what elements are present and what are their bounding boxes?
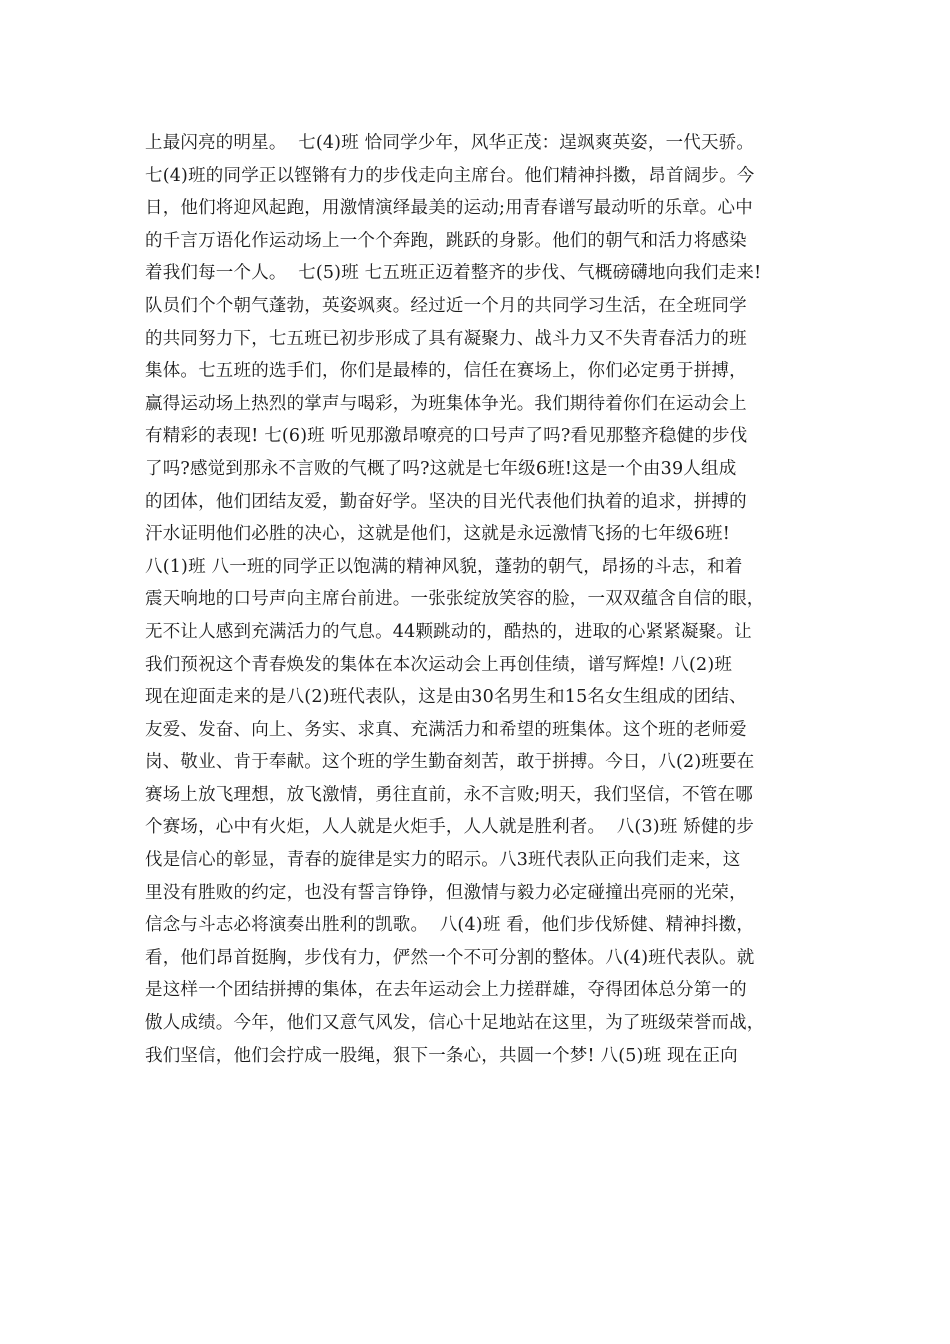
text-line: 的千言万语化作运动场上一个个奔跑，跳跃的身影。他们的朝气和活力将感染: [145, 230, 747, 251]
text-line: 傲人成绩。今年，他们又意气风发，信心十足地站在这里，为了班级荣誉而战，: [145, 1013, 765, 1034]
text-line: 我们预祝这个青春焕发的集体在本次运动会上再创佳绩，谱写辉煌! 八(2)班: [145, 654, 733, 675]
text-line: 汗水证明他们必胜的决心，这就是他们，这就是永远激情飞扬的七年级6班!: [145, 524, 730, 545]
text-line: 有精彩的表现! 七(6)班 听见那激昂嘹亮的口号声了吗?看见那整齐稳健的步伐: [145, 426, 748, 447]
text-line: 日，他们将迎风起跑，用激情演绎最美的运动;用青春谱写最动听的乐章。心中: [145, 198, 753, 219]
text-line: 里没有胜败的约定，也没有誓言铮铮，但激情与毅力必定碰撞出亮丽的光荣，: [145, 882, 747, 903]
text-line: 无不让人感到充满活力的气息。44颗跳动的，酷热的，进取的心紧紧凝聚。让: [145, 621, 752, 642]
text-line: 现在迎面走来的是八(2)班代表队，这是由30名男生和15名女生组成的团结、: [145, 687, 747, 708]
text-line: 个赛场，心中有火炬，人人就是火炬手，人人就是胜利者。 八(3)班 矫健的步: [145, 817, 755, 838]
text-line: 震天响地的口号声向主席台前进。一张张绽放笑容的脸，一双双蕴含自信的眼，: [145, 589, 765, 610]
text-line: 的共同努力下，七五班已初步形成了具有凝聚力、战斗力又不失青春活力的班: [145, 328, 747, 349]
text-line: 友爱、发奋、向上、务实、求真、充满活力和希望的班集体。这个班的老师爱: [145, 719, 747, 740]
text-line: 我们坚信，他们会拧成一股绳，狠下一条心，共圆一个梦! 八(5)班 现在正向: [145, 1045, 738, 1066]
text-line: 是这样一个团结拼搏的集体，在去年运动会上力搓群雄，夺得团体总分第一的: [145, 980, 747, 1001]
text-line: 队员们个个朝气蓬勃，英姿飒爽。经过近一个月的共同学习生活，在全班同学: [145, 295, 747, 316]
text-line: 信念与斗志必将演奏出胜利的凯歌。 八(4)班 看，他们步伐矫健、精神抖擞，: [145, 915, 755, 936]
text-line: 着我们每一个人。 七(5)班 七五班正迈着整齐的步伐、气概磅礴地向我们走来!: [145, 263, 762, 284]
text-line: 八(1)班 八一班的同学正以饱满的精神风貌，蓬勃的朝气，昂扬的斗志，和着: [145, 556, 743, 577]
text-line: 岗、敬业、肯于奉献。这个班的学生勤奋刻苦，敢于拼搏。今日，八(2)班要在: [145, 752, 755, 773]
text-line: 赛场上放飞理想，放飞激情，勇往直前，永不言败;明天，我们坚信，不管在哪: [145, 784, 753, 805]
text-line: 了吗?感觉到那永不言败的气概了吗?这就是七年级6班!这是一个由39人组成: [145, 458, 737, 479]
text-line: 伐是信心的彰显，青春的旋律是实力的昭示。八3班代表队正向我们走来，这: [145, 850, 741, 871]
text-line: 七(4)班的同学正以铿锵有力的步伐走向主席台。他们精神抖擞，昂首阔步。今: [145, 165, 755, 186]
text-line: 集体。七五班的选手们，你们是最棒的，信任在赛场上，你们必定勇于拼搏，: [145, 361, 747, 382]
text-line: 赢得运动场上热烈的掌声与喝彩，为班集体争光。我们期待着你们在运动会上: [145, 393, 747, 414]
text-line: 上最闪亮的明星。 七(4)班 恰同学少年，风华正茂：逞飒爽英姿，一代天骄。: [145, 133, 755, 153]
body-text: [145, 127, 845, 1072]
text-line: 看，他们昂首挺胸，步伐有力，俨然一个不可分割的整体。八(4)班代表队。就: [145, 947, 755, 968]
text-line: 的团体，他们团结友爱，勤奋好学。坚决的目光代表他们执着的追求，拼搏的: [145, 491, 747, 512]
